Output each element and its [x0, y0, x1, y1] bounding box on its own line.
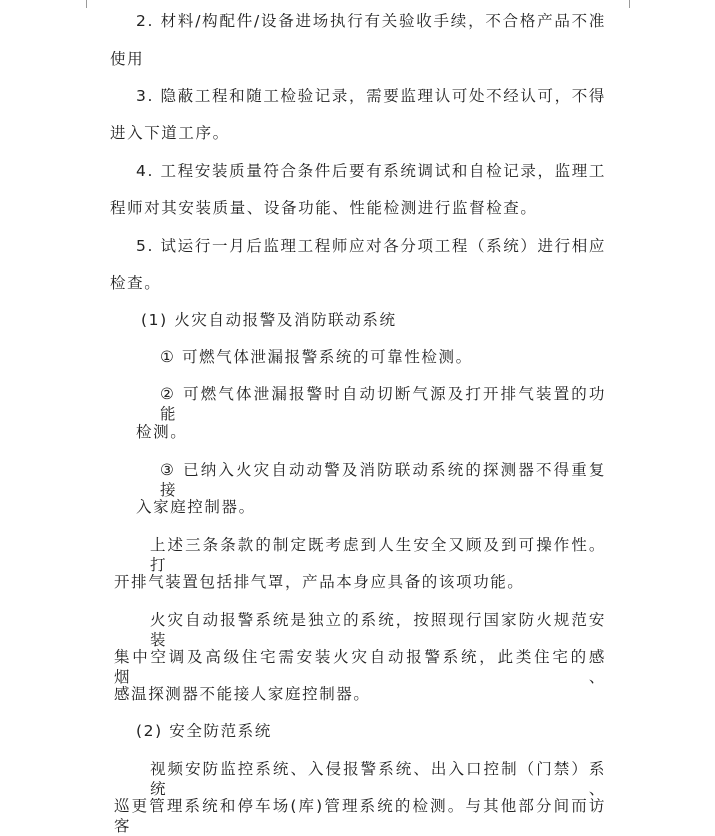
note-1-line-1: 上述三条条款的制定既考虑到人生安全又顾及到可操作性。打	[150, 536, 606, 574]
section-2-line-2: 巡更管理系统和停车场(库)管理系统的检测。与其他部分间而访客	[114, 797, 606, 835]
paragraph-3-line-2: 进入下道工序。	[110, 124, 230, 142]
section-1-item-3-line-1: ③ 已纳入火灾自动动警及消防联动系统的探测器不得重复接	[160, 461, 606, 499]
paragraph-4-line-2: 程师对其安装质量、设备功能、性能检测进行监督检查。	[110, 199, 538, 217]
paragraph-5-line-1: 5. 试运行一月后监理工程师应对各分项工程（系统）进行相应	[136, 237, 606, 255]
note-2-line-1: 火灾自动报警系统是独立的系统，按照现行国家防火规范安装	[150, 611, 606, 649]
section-2-heading: (2) 安全防范系统	[136, 722, 272, 740]
paragraph-5-line-2: 检查。	[110, 274, 162, 292]
paragraph-2-line-1: 2. 材料/构配件/设备进场执行有关验收手续，不合格产品不准	[136, 12, 606, 30]
note-2-line-3: 感温探测器不能接人家庭控制器。	[114, 685, 371, 703]
section-2-line-1: 视频安防监控系统、入侵报警系统、出入口控制（门禁）系统、	[150, 760, 606, 798]
section-1-item-1: ① 可燃气体泄漏报警系统的可靠性检测。	[160, 348, 473, 366]
section-1-item-3-line-2: 入家庭控制器。	[136, 498, 256, 516]
paragraph-4-line-1: 4. 工程安装质量符合条件后要有系统调试和自检记录，监理工	[136, 162, 606, 180]
section-1-item-2-line-2: 检测。	[136, 423, 188, 441]
note-2-line-2: 集中空调及高级住宅需安装火灾自动报警系统，此类住宅的感烟、	[114, 648, 606, 686]
page-corner-mark-left	[86, 0, 87, 8]
note-1-line-2: 开排气装置包括排气罩，产品本身应具备的该项功能。	[114, 573, 525, 591]
paragraph-2-line-2: 使用	[110, 50, 145, 68]
page-corner-mark-right	[629, 0, 630, 8]
section-1-heading: (1) 火灾自动报警及消防联动系统	[141, 311, 397, 329]
paragraph-3-line-1: 3. 隐蔽工程和随工检验记录，需要监理认可处不经认可，不得	[136, 87, 606, 105]
section-1-item-2-line-1: ② 可燃气体泄漏报警时自动切断气源及打开排气装置的功能	[160, 385, 606, 423]
